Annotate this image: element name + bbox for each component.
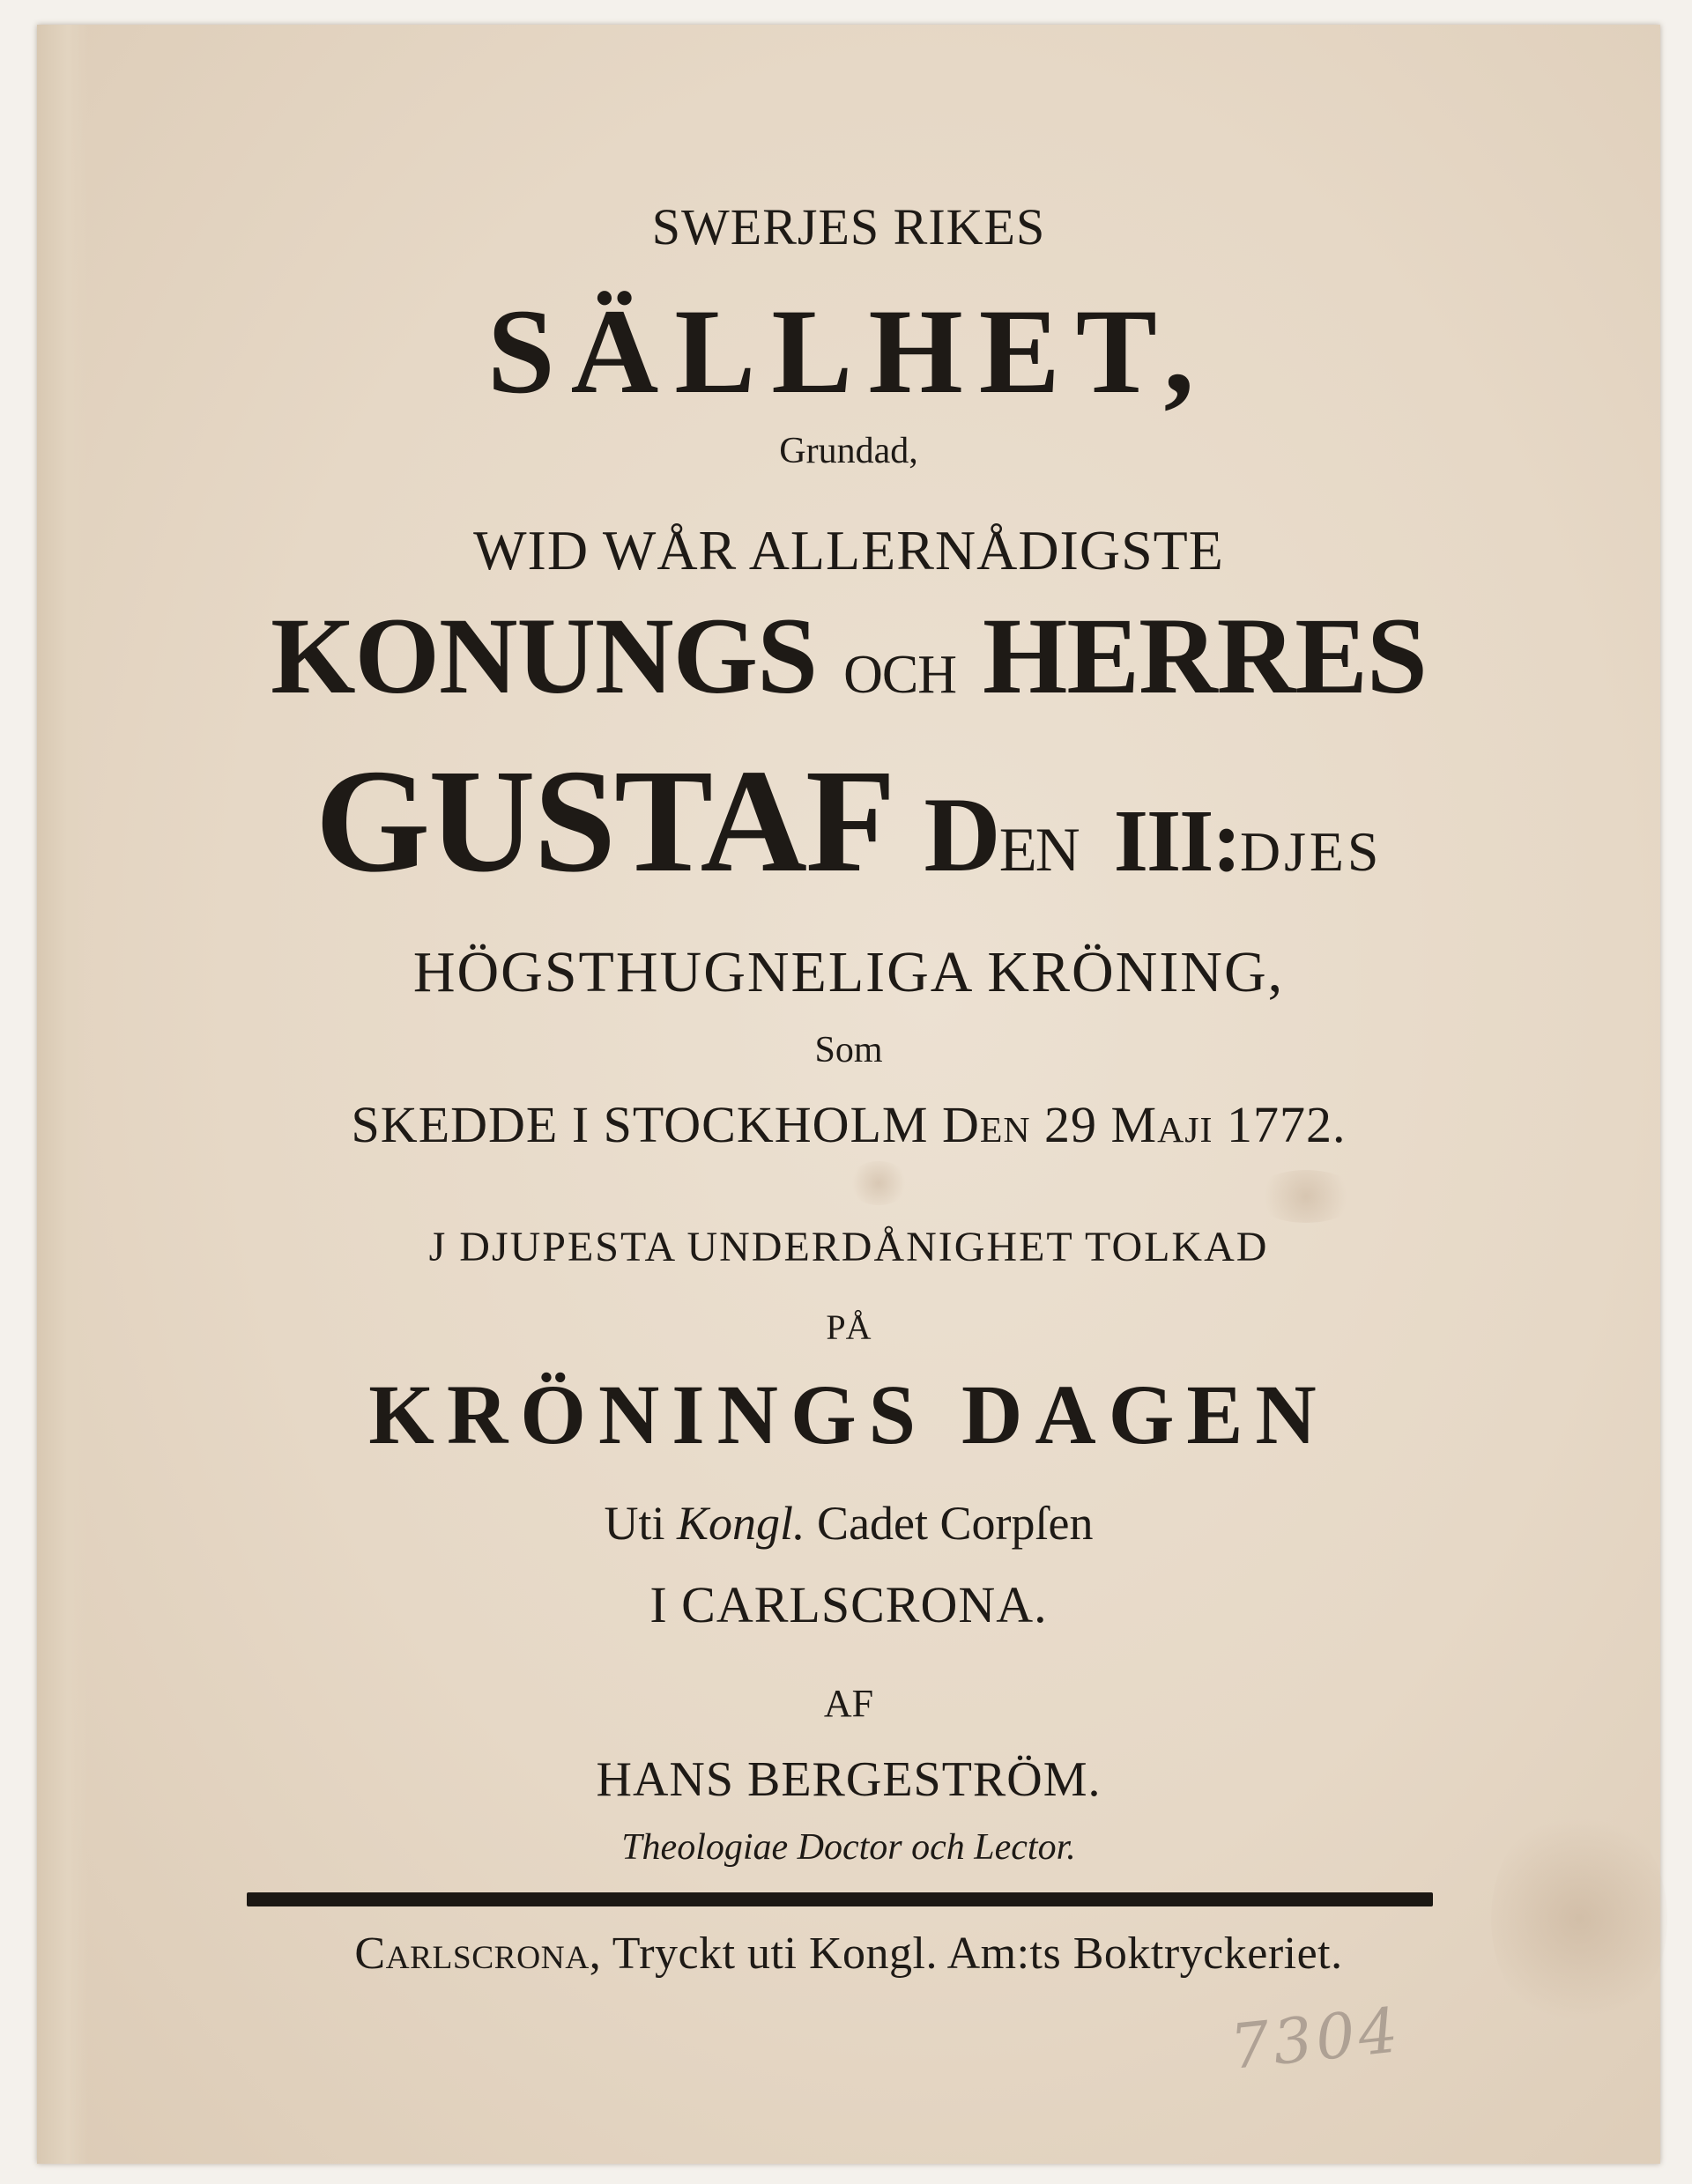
title-line-pa: PÅ [826,1307,872,1347]
text-cadet-corpsen: Cadet Corpſen [817,1497,1094,1550]
title-line-uti-kongl [37,1496,1660,1551]
text-maji-initial: M [1110,1096,1158,1153]
word-och: OCH [843,645,956,705]
text-day: 29 [1044,1096,1098,1153]
handwritten-note: 7304 [1227,1994,1405,2084]
word-herres: HERRES [982,596,1427,716]
divider-rule [247,1892,1433,1906]
imprint-line [37,1928,1660,1980]
title-line-skedde [37,1095,1660,1154]
title-line-som: Som [814,1030,883,1070]
title-line-af: AF [823,1682,874,1725]
title-line-konungs-och-herres [37,596,1660,716]
text-skedde-i-stockholm: SKEDDE I STOCKHOLM [351,1096,929,1153]
text-year: 1772. [1226,1096,1347,1153]
author-name: HANS BERGESTRÖM. [596,1752,1102,1807]
title-line-djupesta: J DJUPESTA UNDERDÅNIGHET TOLKAD [428,1224,1269,1270]
title-line-kronings-dagen: KRÖNINGS DAGEN [368,1367,1329,1462]
word-iii: III: [1113,791,1240,890]
word-den-initial: D [924,776,999,894]
paper-stain [848,1161,909,1205]
author-title: Theologiae Doctor och Lector. [621,1827,1076,1868]
title-page [37,25,1660,2164]
text-uti: Uti [604,1497,665,1550]
word-gustaf: GUSTAF [315,739,889,903]
text-den-initial: D [942,1096,980,1153]
paper-stain [1253,1170,1359,1223]
word-den-rest: EN [998,816,1079,885]
title-line-wid-war: WID WÅR ALLERNÅDIGSTE [473,519,1224,581]
imprint-initial: C [354,1929,386,1979]
word-konungs: KONUNGS [271,596,818,716]
title-line-gustaf [37,739,1660,903]
text-kongl: Kongl. [677,1497,805,1550]
title-line-sallhet: SÄLLHET, [486,284,1211,418]
title-line-grundad: Grundad, [779,431,918,471]
imprint-carlscrona: ARLSCRONA [385,1940,590,1976]
imprint-rest: , Tryckt uti Kongl. Am:ts Boktryckeriet. [589,1929,1343,1979]
text-den-rest: EN [979,1110,1031,1151]
title-line-carlscrona: I CARLSCRONA. [649,1576,1048,1633]
text-maji-rest: AJI [1157,1110,1213,1151]
title-line-hogsthugneliga: HÖGSTHUGNELIGA KRÖNING, [412,940,1285,1004]
title-line-swerjes-rikes: SWERJES RIKES [651,198,1046,255]
word-djes: DJES [1239,820,1383,883]
